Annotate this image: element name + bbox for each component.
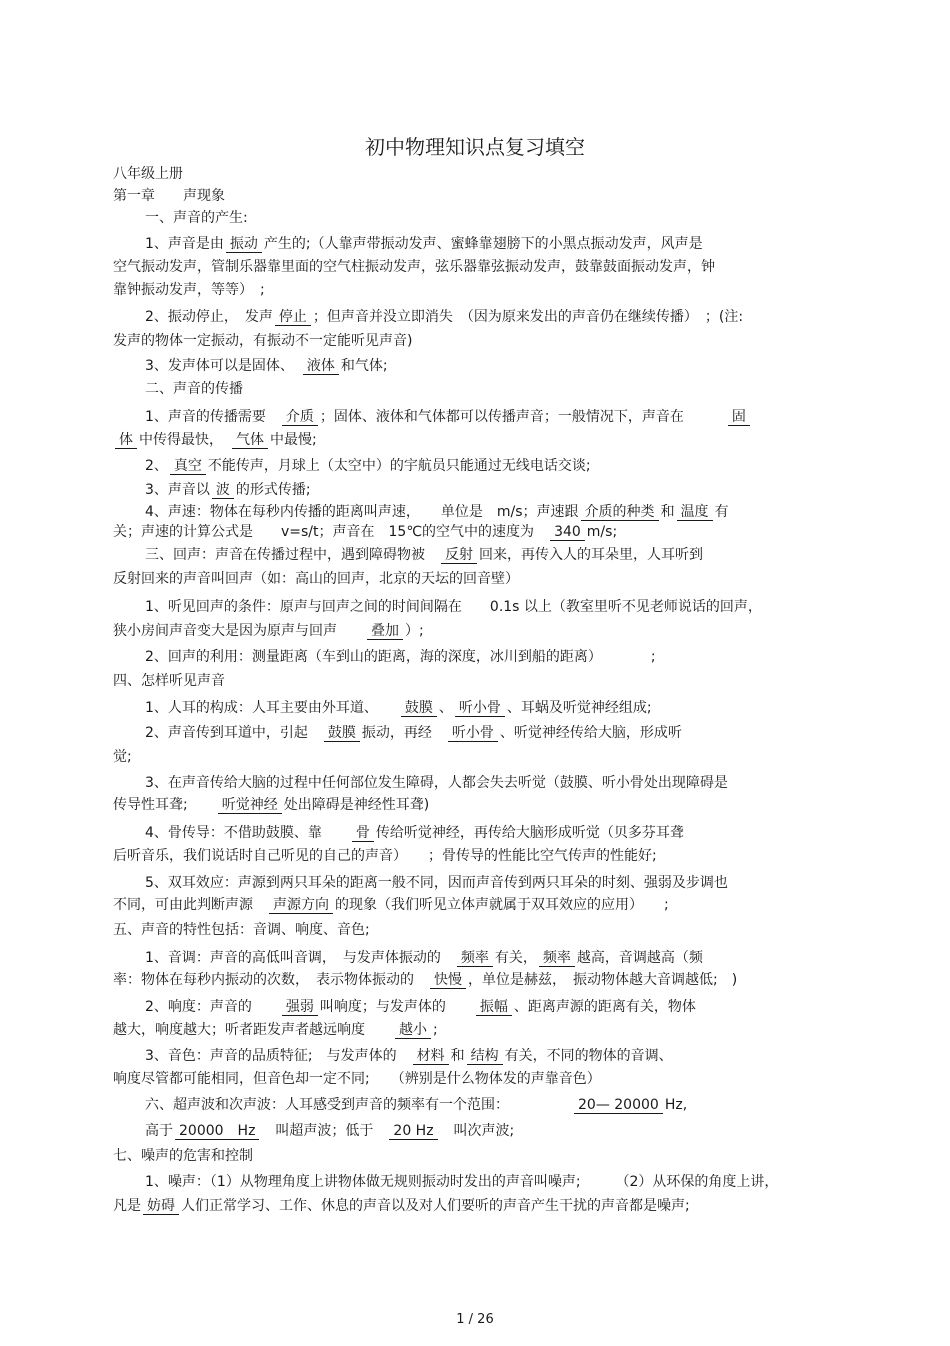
- fill-in-answer: 340: [550, 524, 585, 541]
- text-segment: ，单位是赫兹， 振动物体越大音调越低; ): [468, 972, 738, 988]
- text-segment: 叫次声波;: [439, 1123, 515, 1139]
- text-line: [145, 823, 684, 843]
- fill-in-answer: 介质的种类: [581, 504, 659, 521]
- text-line: [113, 430, 317, 450]
- text-line: [145, 698, 652, 718]
- text-segment: 1、声音的传播需要: [145, 409, 280, 425]
- fill-in-answer: 气体: [232, 432, 268, 449]
- fill-in-answer: 鼓膜: [401, 700, 437, 717]
- fill-in-answer: 波: [212, 482, 234, 499]
- fill-in-answer: 声源方向: [269, 897, 333, 914]
- text-segment: 有关，: [494, 950, 537, 966]
- text-line: [145, 234, 703, 254]
- fill-in-answer: 结构: [467, 1048, 503, 1065]
- text-line: [145, 545, 703, 565]
- text-line: [145, 647, 656, 667]
- text-segment: 回来，再传入人的耳朵里，人耳听到: [479, 547, 703, 563]
- text-segment: 3、声音以: [145, 482, 210, 498]
- text-line: [145, 1046, 673, 1066]
- fill-in-answer: 材料: [413, 1048, 449, 1065]
- text-line: [113, 1146, 253, 1166]
- text-line: [145, 379, 243, 399]
- text-segment: 3、在声音传给大脑的过程中任何部位发生障碍，人都会失去听觉（鼓膜、听小骨处出现障碍是: [145, 775, 728, 791]
- text-segment: 八年级上册: [113, 166, 183, 182]
- text-segment: ;: [433, 1022, 438, 1038]
- text-line: [113, 186, 225, 206]
- text-segment: 和气体;: [340, 358, 388, 374]
- text-line: [113, 621, 424, 641]
- text-segment: m/s;: [586, 524, 618, 540]
- fill-in-answer: 频率: [457, 950, 493, 967]
- text-line: [145, 723, 682, 743]
- text-line: [113, 1020, 438, 1040]
- text-segment: 反射回来的声音叫回声（如：高山的回声，北京的天坛的回音壁）: [113, 571, 519, 587]
- text-segment: 凡是: [113, 1198, 141, 1214]
- text-line: [113, 280, 265, 300]
- text-line: [145, 948, 703, 968]
- text-line: [145, 1095, 687, 1115]
- text-line: [145, 456, 591, 476]
- fill-in-answer: 温度: [677, 504, 713, 521]
- text-line: [145, 307, 743, 327]
- text-line: [145, 597, 762, 617]
- text-segment: 中最慢;: [270, 432, 317, 448]
- text-segment: 1、听见回声的条件：原声与回声之间的时间间隔在 0.1s 以上（教室里听不见老师说话的回声，: [145, 599, 762, 615]
- text-segment: 3、音色：声音的品质特征; 与发声体的: [145, 1048, 411, 1064]
- text-segment: 响度尽管都可能相同，但音色却一定不同; （辨别是什么物体发的声靠音色）: [113, 1071, 601, 1087]
- text-line: [145, 480, 311, 500]
- text-segment: 后听音乐，我们说话时自己听见的自己的声音） ；骨传导的性能比空气传声的性能好;: [113, 848, 657, 864]
- fill-in-answer: 20000 Hz: [175, 1123, 259, 1140]
- text-segment: 4、声速：物体在每秒内传播的距离叫声速， 单位是 m/s；声速跟: [145, 504, 579, 520]
- text-line: [145, 502, 729, 522]
- fill-in-answer: 振幅: [476, 999, 512, 1016]
- text-line: [113, 257, 715, 277]
- page-title: 初中物理知识点复习填空: [365, 135, 585, 159]
- text-segment: 、: [438, 700, 453, 716]
- text-line: [113, 747, 132, 767]
- text-segment: 一、声音的产生:: [145, 210, 248, 226]
- text-line: [145, 407, 752, 427]
- text-segment: 越高，音调越高（频: [576, 950, 703, 966]
- text-segment: Hz,: [664, 1097, 688, 1113]
- text-segment: 4、骨传导：不借助鼓膜、靠: [145, 825, 350, 841]
- fill-in-answer: 强弱: [282, 999, 318, 1016]
- text-segment: 关；声速的计算公式是 v=s/t；声音在 15℃的空气中的速度为: [113, 524, 549, 540]
- fill-in-answer: 停止: [275, 309, 311, 326]
- text-line: [145, 773, 728, 793]
- text-segment: 叫响度；与发声体的: [319, 999, 474, 1015]
- text-segment: 的现象（我们听见立体声就属于双耳效应的应用） ;: [335, 897, 669, 913]
- text-line: [113, 846, 657, 866]
- fill-in-answer: 固: [728, 409, 750, 426]
- text-line: [113, 920, 370, 940]
- text-segment: 觉;: [113, 749, 132, 765]
- text-line: [145, 208, 248, 228]
- text-line: [113, 970, 737, 990]
- text-segment: 传给听觉神经，再传给大脑形成听觉（贝多芬耳聋: [375, 825, 684, 841]
- text-segment: 、距离声源的距离有关，物体: [513, 999, 696, 1015]
- text-line: [113, 569, 519, 589]
- fill-in-answer: 叠加: [367, 623, 403, 640]
- fill-in-answer: 频率: [539, 950, 575, 967]
- text-segment: 六、超声波和次声波：人耳感受到声音的频率有一个范围：: [145, 1097, 572, 1113]
- page-number: 1 / 26: [456, 1312, 494, 1327]
- text-segment: 和: [660, 504, 675, 520]
- text-segment: 2、: [145, 458, 168, 474]
- text-segment: 二、声音的传播: [145, 381, 243, 397]
- text-segment: 率：物体在每秒内振动的次数， 表示物体振动的: [113, 972, 428, 988]
- text-segment: 2、振动停止， 发声: [145, 309, 273, 325]
- text-line: [113, 331, 412, 351]
- fill-in-answer: 真空: [170, 458, 206, 475]
- text-segment: 3、发声体可以是固体、: [145, 358, 301, 374]
- text-line: [113, 895, 669, 915]
- fill-in-answer: 体: [115, 432, 137, 449]
- fill-in-answer: 反射: [441, 547, 477, 564]
- text-segment: 三、回声：声音在传播过程中，遇到障碍物被: [145, 547, 439, 563]
- fill-in-answer: 听觉神经: [218, 797, 282, 814]
- text-line: [113, 164, 183, 184]
- text-segment: 狭小房间声音变大是因为原声与回声: [113, 623, 365, 639]
- fill-in-answer: 快慢: [430, 972, 466, 989]
- text-line: [113, 671, 225, 691]
- fill-in-answer: 听小骨: [448, 725, 498, 742]
- text-segment: ）;: [405, 623, 424, 639]
- fill-in-answer: 越小: [395, 1022, 431, 1039]
- text-segment: 越大，响度越大；听者距发声者越远响度: [113, 1022, 393, 1038]
- fill-in-answer: 介质: [282, 409, 318, 426]
- text-segment: 高于: [145, 1123, 173, 1139]
- text-segment: 第一章 声现象: [113, 188, 225, 204]
- text-segment: 1、噪声：（1）从物理角度上讲物体做无规则振动时发出的声音叫噪声; （2）从环保的角度上讲，: [145, 1174, 779, 1190]
- text-segment: 有关，不同的物体的音调、: [504, 1048, 673, 1064]
- text-segment: 和: [450, 1048, 465, 1064]
- text-line: [145, 873, 728, 893]
- fill-in-answer: 振动: [226, 236, 262, 253]
- text-segment: 的形式传播;: [235, 482, 311, 498]
- text-segment: 靠钟振动发声，等等） ;: [113, 282, 265, 298]
- text-segment: 传导性耳聋;: [113, 797, 216, 813]
- text-segment: 2、回声的利用：测量距离（车到山的距离，海的深度，冰川到船的距离） ;: [145, 649, 656, 665]
- text-line: [113, 522, 617, 542]
- text-segment: 七、噪声的危害和控制: [113, 1148, 253, 1164]
- text-segment: 中传得最快，: [139, 432, 230, 448]
- text-segment: 发声的物体一定振动，有振动不一定能听见声音): [113, 333, 413, 349]
- fill-in-answer: 妨碍: [143, 1198, 179, 1215]
- text-segment: 1、声音是由: [145, 236, 224, 252]
- text-line: [113, 1196, 690, 1216]
- text-line: [145, 356, 388, 376]
- text-segment: 不能传声，月球上（太空中）的宇航员只能通过无线电话交谈;: [207, 458, 591, 474]
- text-segment: 5、双耳效应：声源到两只耳朵的距离一般不同，因而声音传到两只耳朵的时刻、强弱及步调也: [145, 875, 728, 891]
- text-segment: 、听觉神经传给大脑，形成听: [499, 725, 682, 741]
- text-segment: 振动，再经: [361, 725, 446, 741]
- text-segment: 人们正常学习、工作、休息的声音以及对人们要听的声音产生干扰的声音都是噪声;: [181, 1198, 690, 1214]
- text-segment: 1、音调：声音的高低叫音调， 与发声体振动的: [145, 950, 455, 966]
- text-segment: 空气振动发声，管制乐器靠里面的空气柱振动发声，弦乐器靠弦振动发声，鼓靠鼓面振动发声，钟: [113, 259, 715, 275]
- text-segment: 产生的;（人靠声带振动发声、蜜蜂靠翅膀下的小黑点振动发声，风声是: [263, 236, 703, 252]
- text-line: [145, 1121, 514, 1141]
- text-line: [113, 1069, 601, 1089]
- text-segment: 四、怎样听见声音: [113, 673, 225, 689]
- text-segment: 1、人耳的构成：人耳主要由外耳道、: [145, 700, 399, 716]
- text-line: [113, 795, 429, 815]
- fill-in-answer: 20— 20000: [574, 1097, 663, 1114]
- fill-in-answer: 20 Hz: [389, 1123, 437, 1140]
- text-segment: 2、声音传到耳道中，引起: [145, 725, 322, 741]
- text-segment: 、耳蜗及听觉神经组成;: [506, 700, 652, 716]
- fill-in-answer: 骨: [352, 825, 374, 842]
- text-segment: 叫超声波；低于: [261, 1123, 388, 1139]
- text-line: [145, 997, 696, 1017]
- text-segment: 不同，可由此判断声源: [113, 897, 267, 913]
- fill-in-answer: 液体: [303, 358, 339, 375]
- text-segment: ；固体、液体和气体都可以传播声音；一般情况下，声音在: [319, 409, 726, 425]
- fill-in-answer: 鼓膜: [324, 725, 360, 742]
- fill-in-answer: 听小骨: [455, 700, 505, 717]
- text-segment: 2、响度：声音的: [145, 999, 280, 1015]
- text-line: [145, 1172, 778, 1192]
- text-segment: 五、声音的特性包括：音调、响度、音色;: [113, 922, 370, 938]
- text-segment: 有: [714, 504, 729, 520]
- text-segment: ；但声音并没立即消失 （因为原来发出的声音仍在继续传播） ；(注:: [312, 309, 744, 325]
- text-segment: 处出障碍是神经性耳聋): [283, 797, 430, 813]
